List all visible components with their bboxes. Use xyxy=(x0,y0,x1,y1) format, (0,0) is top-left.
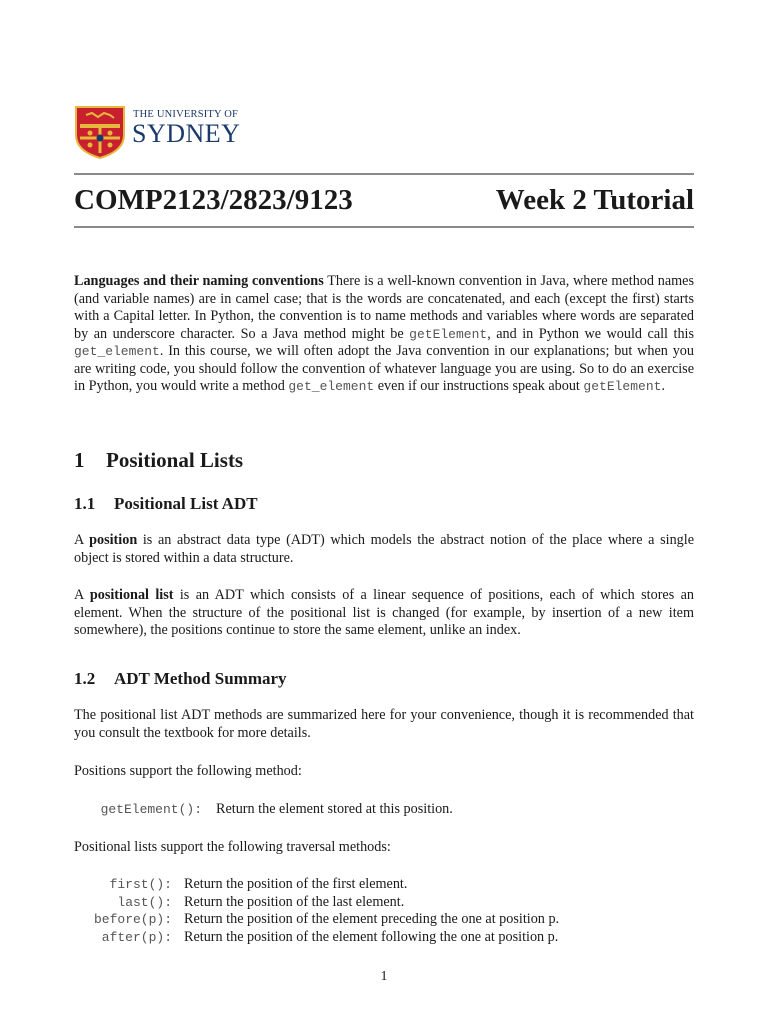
method-row-last xyxy=(74,894,404,911)
code-getelement-2: getElement xyxy=(583,379,662,394)
method-row-after xyxy=(74,929,558,946)
section-number: 1 xyxy=(74,448,85,472)
traversal-paragraph: Positional lists support the following traversal methods: xyxy=(74,839,391,855)
method-row-first xyxy=(74,876,407,893)
method-description: Return the element stored at this position. xyxy=(216,801,453,817)
intro-text-1: There is a well-known convention in Java, where method names (and variable names) are in camel case; that is the words are concatenated, and each (except the first) starts with a Capital letter. In Python, the convention is to name methods and variables where words are separated by an underscore character. So a Java method might be xyxy=(74,273,694,342)
text-fragment: is an abstract data type (ADT) which models the abstract notion of the place where a single object is stored within a data structure. xyxy=(74,532,694,566)
intro-text-2: , and in Python we would call this xyxy=(487,325,695,342)
logo-line1: THE UNIVERSITY OF xyxy=(133,109,239,120)
university-crest-icon xyxy=(74,105,126,159)
subsection-heading-adt xyxy=(74,494,258,514)
summary-paragraph: The positional list ADT methods are summarized here for your convenience, though it is recommended that you consult the textbook for more details. xyxy=(74,707,694,741)
header-bottom-rule xyxy=(74,226,694,228)
method-name: getElement(): xyxy=(100,802,202,817)
method-name: after(p): xyxy=(101,930,172,945)
course-code: COMP2123/2823/9123 xyxy=(74,184,353,216)
subsection-heading-method-summary xyxy=(74,669,287,689)
method-name: first(): xyxy=(109,877,172,892)
method-description: Return the position of the element following the one at position p. xyxy=(184,929,559,945)
positions-support-paragraph: Positions support the following method: xyxy=(74,763,302,779)
intro-text-4: even if our instructions speak about xyxy=(374,378,584,394)
subsection-title: Positional List ADT xyxy=(114,494,258,513)
header-top-rule xyxy=(74,173,694,175)
section-title: Positional Lists xyxy=(106,448,244,472)
intro-text-3: . In this course, we will often adopt the Java convention in our explanations; but when you are writing code, you should follow the convention of whatever language you are using. So to do an exercise in Python, you would write a method xyxy=(74,343,694,394)
code-getelement: getElement xyxy=(409,326,488,342)
text-fragment: A xyxy=(74,532,90,548)
method-row-getelement xyxy=(74,801,453,818)
position-paragraph xyxy=(74,532,694,567)
subsection-number: 1.2 xyxy=(74,669,96,688)
term-positional-list: positional list xyxy=(89,587,174,603)
intro-paragraph xyxy=(74,273,694,396)
intro-text-5: . xyxy=(661,378,665,394)
subsection-number: 1.1 xyxy=(74,494,96,513)
section-heading-positional-lists xyxy=(74,448,243,473)
page-number: 1 xyxy=(380,969,388,984)
code-get-element-2: get_element xyxy=(288,379,375,394)
method-description: Return the position of the last element. xyxy=(184,894,405,910)
university-logo xyxy=(74,105,254,159)
week-title: Week 2 Tutorial xyxy=(495,184,694,216)
method-description: Return the position of the element preceding the one at position p. xyxy=(184,911,560,927)
method-row-before xyxy=(74,911,559,928)
method-description: Return the position of the first element. xyxy=(184,876,408,892)
intro-heading: Languages and their naming conventions xyxy=(74,273,324,289)
text-fragment: A xyxy=(74,587,90,603)
text-fragment: is an ADT which consists of a linear sequence of positions, each of which stores an element. When the structure of the positional list is changed (for example, by insertion of a new item somewhere), the positions continue to store the same element, unlike an index. xyxy=(74,587,694,638)
logo-line2: SYDNEY xyxy=(132,119,241,148)
positional-list-paragraph xyxy=(74,587,694,640)
term-position: position xyxy=(89,532,138,548)
method-name: before(p): xyxy=(93,912,172,927)
subsection-title: ADT Method Summary xyxy=(114,669,287,688)
method-name: last(): xyxy=(117,895,172,910)
code-get-element: get_element xyxy=(74,344,160,359)
